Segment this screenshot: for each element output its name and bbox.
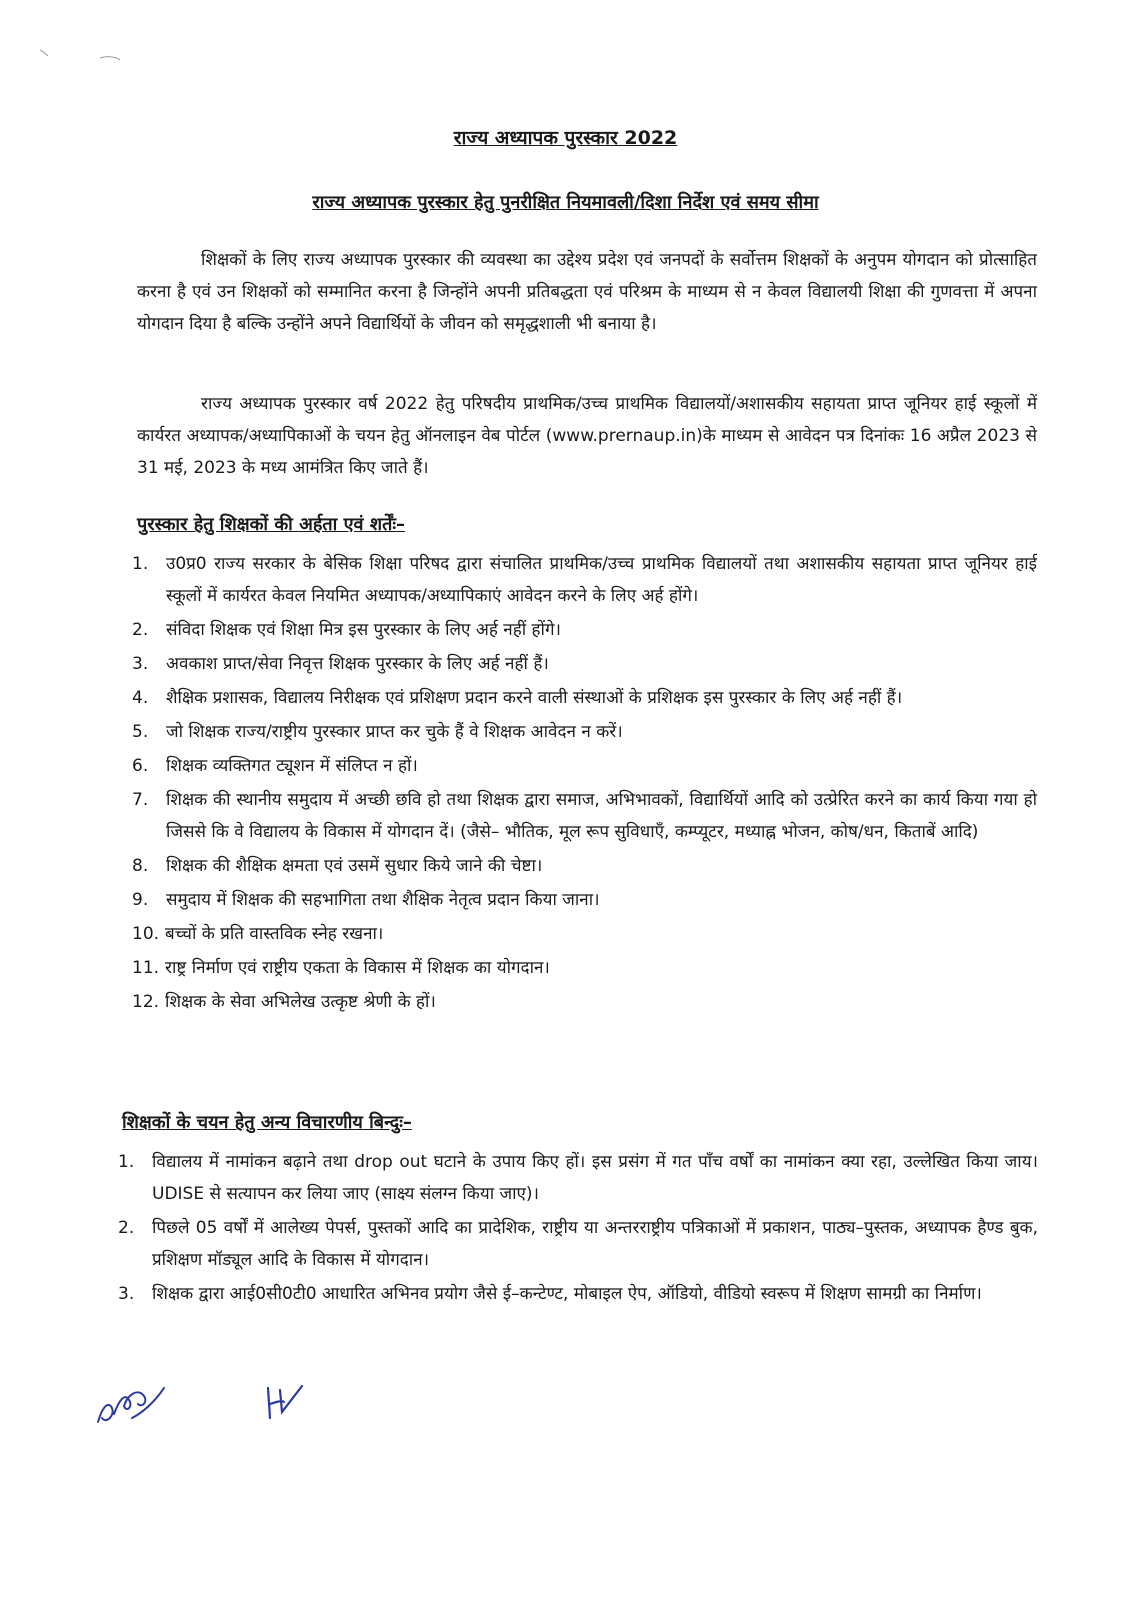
item-text: पिछले 05 वर्षों में आलेख्य पेपर्स, पुस्तकों आदि का प्रादेशिक, राष्ट्रीय या अन्तरराष्ट्रीय पत्रिकाओं में प्रकाशन, पाठ्य–पुस्तक, अध्यापक हैण्ड बुक, प्रशिक्षण मॉड्यूल आदि के विकास में योगदान। (152, 1218, 1038, 1270)
item-number: 2. (118, 1218, 135, 1238)
list-item (132, 884, 1037, 916)
item-text: अवकाश प्राप्त/सेवा निवृत्त शिक्षक पुरस्कार के लिए अर्ह नहीं हैं। (166, 654, 549, 674)
list-item (132, 850, 1037, 882)
list-item (132, 648, 1037, 680)
item-number: 7. (132, 790, 149, 810)
document-subtitle: राज्य अध्यापक पुरस्कार हेतु पुनरीक्षित नियमावली/दिशा निर्देश एवं समय सीमा (312, 192, 819, 213)
intro-paragraph: शिक्षकों के लिए राज्य अध्यापक पुरस्कार की व्यवस्था का उद्देश्य प्रदेश एवं जनपदों के सर्वोत्तम शिक्षकों के अनुपम योगदान को प्रोत्साहित करना है एवं उन शिक्षकों को सम्मानित करना है जिन्होंने अपनी प्रतिबद्धता एवं परिश्रम के माध्यम से न केवल विद्यालयी शिक्षा की गुणवत्ता में अपना योगदान दिया है बल्कि उन्होंने अपने विद्यार्थियों के जीवन को समृद्धशाली भी बनाया है। (137, 250, 1037, 334)
item-number: 3. (118, 1284, 135, 1304)
item-text: शिक्षक व्यक्तिगत ट्यूशन में संलिप्त न हों। (166, 756, 418, 776)
list-item (132, 682, 1037, 714)
eligibility-list (132, 548, 1037, 1020)
item-number: 8. (132, 856, 149, 876)
signature-1 (92, 1378, 172, 1434)
item-number: 11. (132, 958, 160, 978)
list-item (132, 986, 1037, 1018)
item-text: शिक्षक के सेवा अभिलेख उत्कृष्ट श्रेणी के हों। (165, 992, 436, 1012)
item-text: शैक्षिक प्रशासक, विद्यालय निरीक्षक एवं प्रशिक्षण प्रदान करने वाली संस्थाओं के प्रशिक्षक इस पुरस्कार के लिए अर्ह नहीं हैं। (166, 688, 903, 708)
item-text: जो शिक्षक राज्य/राष्ट्रीय पुरस्कार प्राप्त कर चुके हैं वे शिक्षक आवेदन न करें। (166, 722, 623, 742)
item-text: बच्चों के प्रति वास्तविक स्नेह रखना। (165, 924, 384, 944)
item-text: राष्ट्र निर्माण एवं राष्ट्रीय एकता के विकास में शिक्षक का योगदान। (165, 958, 550, 978)
item-number: 1. (118, 1152, 135, 1172)
item-number: 12. (132, 992, 160, 1012)
item-number: 5. (132, 722, 149, 742)
list-item (132, 614, 1037, 646)
item-text: शिक्षक की शैक्षिक क्षमता एवं उसमें सुधार किये जाने की चेष्टा। (166, 856, 543, 876)
list-item (132, 716, 1037, 748)
item-text: उ0प्र0 राज्य सरकार के बेसिक शिक्षा परिषद द्वारा संचालित प्राथमिक/उच्च प्राथमिक विद्यालयों तथा अशासकीय सहायता प्राप्त जूनियर हाई स्कूलों में कार्यरत केवल नियमित अध्यापक/अध्यापिकाएं आवेदन करने के लिए अर्ह होंगे। (166, 554, 1037, 606)
signature-2 (262, 1382, 308, 1426)
item-text: शिक्षक की स्थानीय समुदाय में अच्छी छवि हो तथा शिक्षक द्वारा समाज, अभिभावकों, विद्यार्थियों आदि को उत्प्रेरित करने का कार्य किया गया हो जिससे कि वे विद्यालय के विकास में योगदान दें। (जैसे– भौतिक, मूल रूप सुविधाएँ, कम्प्यूटर, मध्याह्न भोजन, कोष/धन, किताबें आदि) (166, 790, 1037, 842)
item-number: 4. (132, 688, 149, 708)
list-item (118, 1278, 1038, 1310)
item-text: संविदा शिक्षक एवं शिक्षा मित्र इस पुरस्कार के लिए अर्ह नहीं होंगे। (166, 620, 561, 640)
application-paragraph: राज्य अध्यापक पुरस्कार वर्ष 2022 हेतु परिषदीय प्राथमिक/उच्च प्राथमिक विद्यालयों/अशासकीय सहायता प्राप्त जूनियर हाई स्कूलों में कार्यरत अध्यापक/अध्यापिकाओं के चयन हेतु ऑनलाइन वेब पोर्टल (www.prernaup.in)के माध्यम से आवेदन पत्र दिनांकः 16 अप्रैल 2023 से 31 मई, 2023 के मध्य आमंत्रित किए जाते हैं। (137, 394, 1037, 478)
selection-criteria-list (118, 1146, 1038, 1312)
item-text: विद्यालय में नामांकन बढ़ाने तथा drop out घटाने के उपाय किए हों। इस प्रसंग में गत पाँच वर्षों का नामांकन क्या रहा, उल्लेखित किया जाय। UDISE से सत्यापन कर लिया जाए (साक्ष्य संलग्न किया जाए)। (152, 1152, 1038, 1204)
list-item (132, 750, 1037, 782)
list-item (132, 784, 1037, 848)
item-number: 1. (132, 554, 149, 574)
list-item (132, 952, 1037, 984)
item-text: समुदाय में शिक्षक की सहभागिता तथा शैक्षिक नेतृत्व प्रदान किया जाना। (166, 890, 600, 910)
item-number: 10. (132, 924, 160, 944)
list-item (118, 1146, 1038, 1210)
item-text: शिक्षक द्वारा आई0सी0टी0 आधारित अभिनव प्रयोग जैसे ई–कन्टेण्ट, मोबाइल ऐप, ऑडियो, वीडियो स्वरूप में शिक्षण सामग्री का निर्माण। (152, 1284, 982, 1304)
item-number: 6. (132, 756, 149, 776)
item-number: 3. (132, 654, 149, 674)
item-number: 2. (132, 620, 149, 640)
item-number: 9. (132, 890, 149, 910)
eligibility-heading: पुरस्कार हेतु शिक्षकों की अर्हता एवं शर्तेंः– (137, 514, 405, 535)
document-title: राज्य अध्यापक पुरस्कार 2022 (453, 127, 678, 149)
list-item (132, 548, 1037, 612)
list-item (118, 1212, 1038, 1276)
scan-speck (30, 40, 140, 80)
list-item (132, 918, 1037, 950)
selection-criteria-heading: शिक्षकों के चयन हेतु अन्य विचारणीय बिन्दुः– (122, 1112, 412, 1133)
